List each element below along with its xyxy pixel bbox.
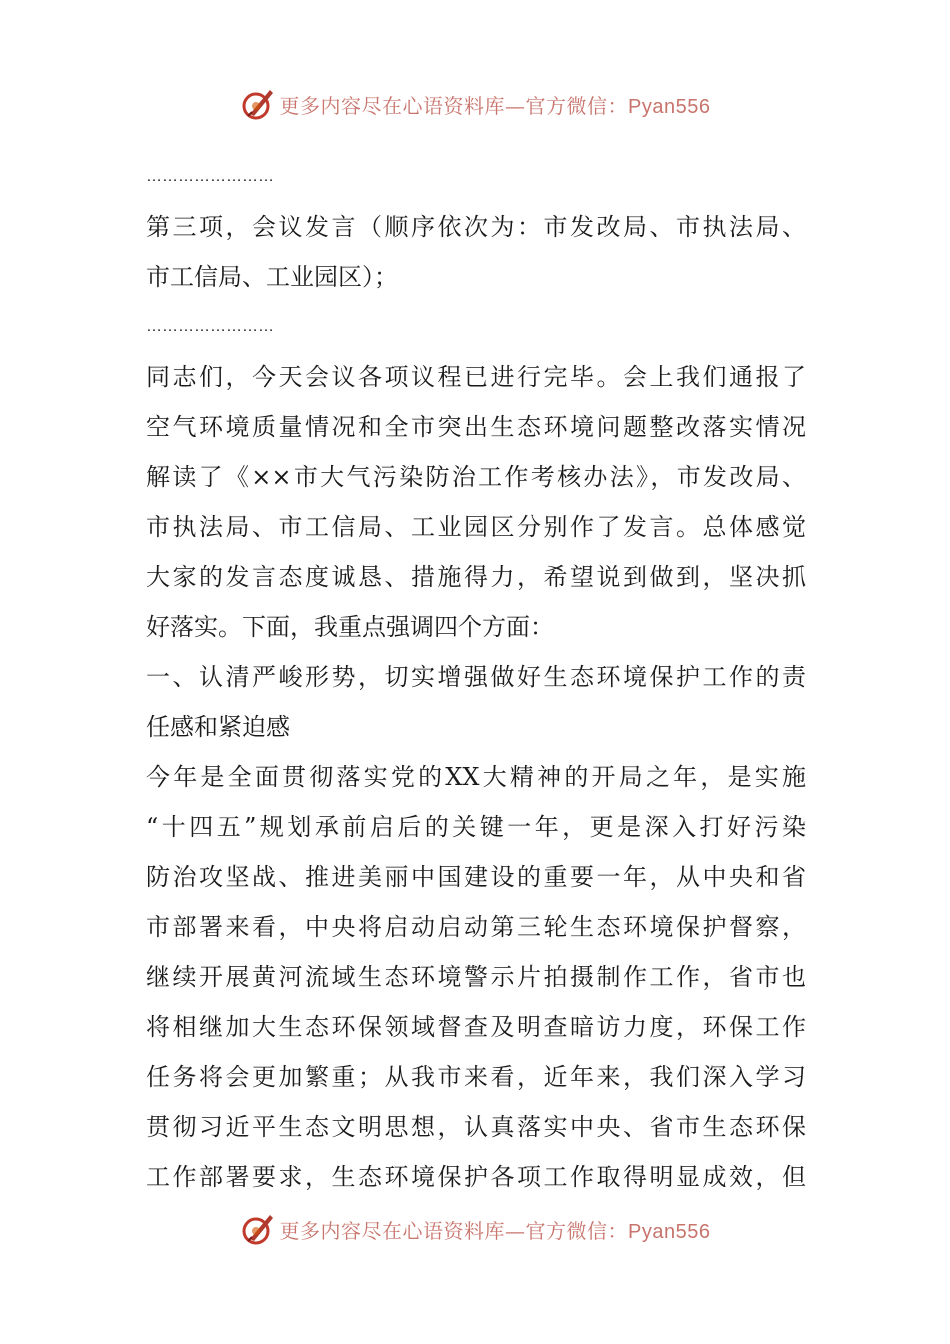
paragraph-line: “十四五”规划承前启后的关键一年，更是深入打好污染: [146, 813, 806, 841]
paragraph-line: 空气环境质量情况和全市突出生态环境问题整改落实情况: [146, 413, 806, 441]
section-heading: 一、认清严峻形势，切实增强做好生态环境保护工作的责: [146, 663, 806, 691]
header-banner: [0, 82, 950, 126]
paragraph-line: 今年是全面贯彻落实党的XX大精神的开局之年，是实施: [146, 763, 806, 791]
document-body: [146, 152, 806, 1202]
paragraph-line: 市部署来看，中央将启动启动第三轮生态环境保护督察，: [146, 913, 806, 941]
paragraph-line: 同志们，今天会议各项议程已进行完毕。会上我们通报了: [146, 363, 806, 391]
paragraph-line: 解读了《××市大气污染防治工作考核办法》，市发改局、: [146, 463, 806, 491]
paragraph-line: 防治攻坚战、推进美丽中国建设的重要一年，从中央和省: [146, 863, 806, 891]
banner-text: 更多内容尽在心语资料库—官方微信：Pyan556: [279, 93, 711, 118]
paragraph-line: 工作部署要求，生态环境保护各项工作取得明显成效，但: [146, 1163, 806, 1191]
paragraph-line: 继续开展黄河流域生态环境警示片拍摄制作工作，省市也: [146, 963, 806, 991]
paragraph-line: 贯彻习近平生态文明思想，认真落实中央、省市生态环保: [146, 1113, 806, 1141]
banner-text: 更多内容尽在心语资料库—官方微信：Pyan556: [279, 1218, 711, 1243]
ellipsis-separator: ……………………: [146, 318, 274, 335]
paragraph-line: 好落实。下面，我重点强调四个方面：: [146, 613, 554, 641]
section-heading: 任感和紧迫感: [146, 713, 290, 741]
footer-banner: [0, 1207, 950, 1251]
paragraph-line: 任务将会更加繁重；从我市来看，近年来，我们深入学习: [146, 1063, 806, 1091]
ellipsis-separator: ……………………: [146, 168, 274, 185]
paragraph-line: 大家的发言态度诚恳、措施得力，希望说到做到，坚决抓: [146, 563, 806, 591]
quill-logo-icon: [240, 1211, 276, 1247]
agenda-line: 第三项，会议发言（顺序依次为：市发改局、市执法局、: [146, 213, 806, 241]
quill-logo-icon: [240, 86, 276, 122]
agenda-line: 市工信局、工业园区）；: [146, 263, 398, 291]
paragraph-line: 市执法局、市工信局、工业园区分别作了发言。总体感觉: [146, 513, 806, 541]
paragraph-line: 将相继加大生态环保领域督查及明查暗访力度，环保工作: [146, 1013, 806, 1041]
